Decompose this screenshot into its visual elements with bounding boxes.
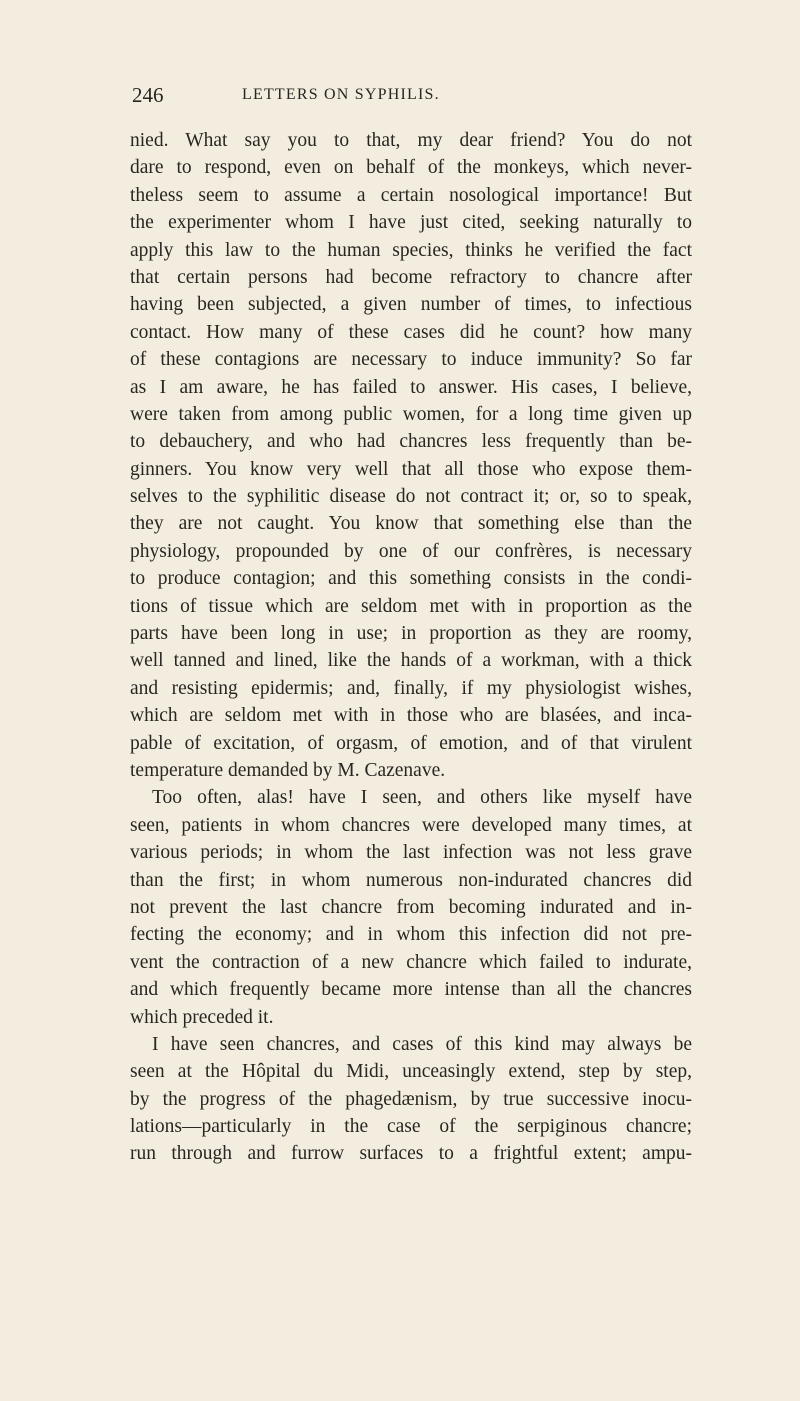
text-line: that certain persons had become refractory to chancre after <box>130 266 692 288</box>
text-line: theless seem to assume a certain nosological importance! But <box>130 184 692 206</box>
text-line: apply this law to the human species, thinks he verified the fact <box>130 239 692 261</box>
text-line: dare to respond, even on behalf of the monkeys, which never- <box>130 157 692 179</box>
text-line: by the progress of the phagedænism, by true successive inocu- <box>130 1088 692 1110</box>
text-line: selves to the syphilitic disease do not contract it; or, so to speak, <box>130 486 692 508</box>
text-line: they are not caught. You know that something else than the <box>130 513 692 535</box>
text-line: to debauchery, and who had chancres less frequently than be- <box>130 431 692 453</box>
text-line: vent the contraction of a new chancre which failed to indurate, <box>130 951 692 973</box>
text-line: than the first; in whom numerous non-indurated chancres did <box>130 869 692 891</box>
text-line: various periods; in whom the last infection was not less grave <box>130 842 692 864</box>
text-line: of these contagions are necessary to induce immunity? So far <box>130 349 692 371</box>
text-line: to produce contagion; and this something consists in the condi- <box>130 568 692 590</box>
text-line: not prevent the last chancre from becoming indurated and in- <box>130 896 692 918</box>
text-line: nied. What say you to that, my dear friend? You do not <box>130 130 692 151</box>
text-line: lations—particularly in the case of the serpiginous chancre; <box>130 1116 692 1138</box>
text-line: temperature demanded by M. Cazenave. <box>130 759 446 781</box>
running-head <box>132 80 692 110</box>
text-line: and resisting epidermis; and, finally, if my physiologist wishes, <box>130 677 692 699</box>
text-line: as I am aware, he has failed to answer. His cases, I believe, <box>130 376 692 398</box>
text-line: pable of excitation, of orgasm, of emotion, and of that virulent <box>130 732 692 754</box>
text-line: well tanned and lined, like the hands of a workman, with a thick <box>130 650 692 672</box>
text-line: parts have been long in use; in proportion as they are roomy, <box>130 623 692 645</box>
text-line: I have seen chancres, and cases of this kind may always be <box>152 1033 692 1055</box>
text-line: having been subjected, a given number of times, to infectious <box>130 294 692 316</box>
text-line: fecting the economy; and in whom this infection did not pre- <box>130 924 692 946</box>
text-line: seen, patients in whom chancres were developed many times, at <box>130 814 692 836</box>
text-line: and which frequently became more intense than all the chancres <box>130 979 692 1001</box>
text-line: contact. How many of these cases did he count? how many <box>130 321 692 343</box>
body-text <box>130 127 692 1168</box>
running-title: LETTERS ON SYPHILIS. <box>242 86 440 103</box>
page-number: 246 <box>132 83 164 107</box>
text-line: physiology, propounded by one of our confrères, is necessary <box>130 540 692 562</box>
text-line: the experimenter whom I have just cited, seeking naturally to <box>130 212 692 234</box>
text-line: seen at the Hôpital du Midi, unceasingly extend, step by step, <box>130 1061 692 1083</box>
text-line: tions of tissue which are seldom met with in proportion as the <box>130 595 692 617</box>
text-line: which are seldom met with in those who are blasées, and inca- <box>130 705 692 727</box>
text-line: run through and furrow surfaces to a frightful extent; ampu- <box>130 1143 692 1165</box>
text-line: were taken from among public women, for a long time given up <box>130 403 692 425</box>
text-line: Too often, alas! have I seen, and others like myself have <box>152 787 692 809</box>
text-line: which preceded it. <box>130 1006 274 1028</box>
text-line: ginners. You know very well that all those who expose them- <box>130 458 692 480</box>
